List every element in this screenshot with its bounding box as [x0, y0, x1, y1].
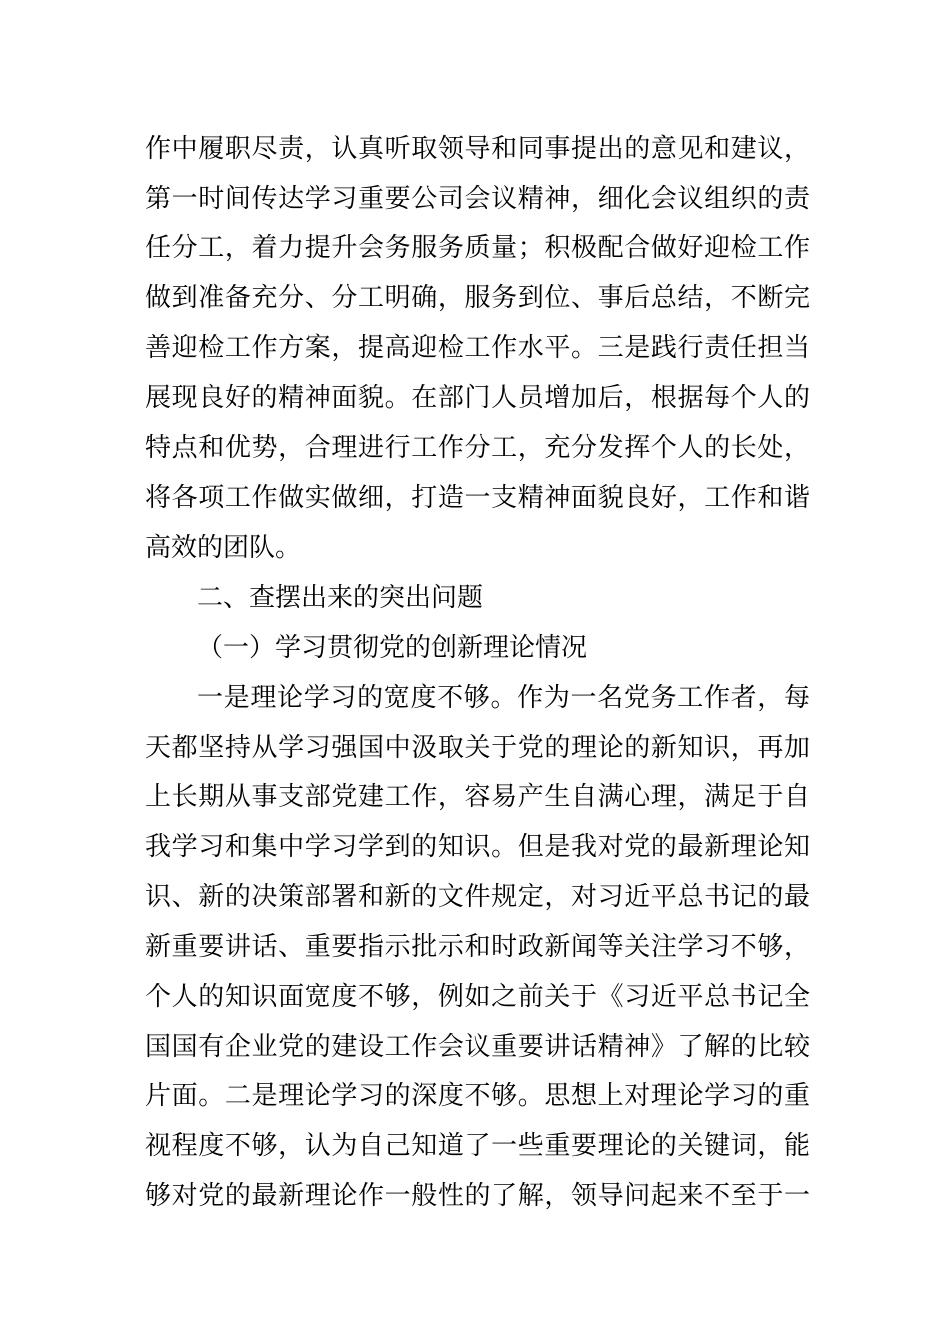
- text-line-17: 新重要讲话、重要指示批示和时政新闻等关注学习不够，: [145, 932, 810, 962]
- text-line-12: 一是理论学习的宽度不够。作为一名党务工作者，每: [197, 683, 810, 713]
- text-line-2: 第一时间传达学习重要公司会议精神，细化会议组织的责: [145, 184, 810, 214]
- text-line-13: 天都坚持从学习强国中汲取关于党的理论的新知识，再加: [145, 733, 810, 763]
- subsection-heading: （一）学习贯彻党的创新理论情况: [197, 633, 588, 663]
- text-line-4: 做到准备充分、分工明确，服务到位、事后总结，不断完: [145, 283, 810, 313]
- text-line-21: 视程度不够，认为自己知道了一些重要理论的关键词，能: [145, 1131, 810, 1161]
- text-line-1: 作中履职尽责，认真听取领导和同事提出的意见和建议，: [145, 134, 810, 164]
- text-line-8: 将各项工作做实做细，打造一支精神面貌良好，工作和谐: [145, 483, 810, 513]
- text-line-18: 个人的知识面宽度不够，例如之前关于《习近平总书记全: [145, 982, 810, 1012]
- text-line-7: 特点和优势，合理进行工作分工，充分发挥个人的长处，: [145, 433, 810, 463]
- text-line-14: 上长期从事支部党建工作，容易产生自满心理，满足于自: [145, 782, 810, 812]
- section-heading: 二、查摆出来的突出问题: [197, 583, 484, 613]
- text-line-16: 识、新的决策部署和新的文件规定，对习近平总书记的最: [145, 882, 810, 912]
- text-line-5: 善迎检工作方案，提高迎检工作水平。三是践行责任担当: [145, 333, 810, 363]
- text-line-15: 我学习和集中学习学到的知识。但是我对党的最新理论知: [145, 832, 810, 862]
- text-line-6: 展现良好的精神面貌。在部门人员增加后，根据每个人的: [145, 383, 810, 413]
- text-line-19: 国国有企业党的建设工作会议重要讲话精神》了解的比较: [145, 1032, 810, 1062]
- text-line-9: 高效的团队。: [145, 533, 302, 563]
- text-line-20: 片面。二是理论学习的深度不够。思想上对理论学习的重: [145, 1081, 810, 1111]
- text-line-3: 任分工，着力提升会务服务质量；积极配合做好迎检工作: [145, 233, 810, 263]
- text-line-22: 够对党的最新理论作一般性的了解，领导问起来不至于一: [145, 1181, 810, 1211]
